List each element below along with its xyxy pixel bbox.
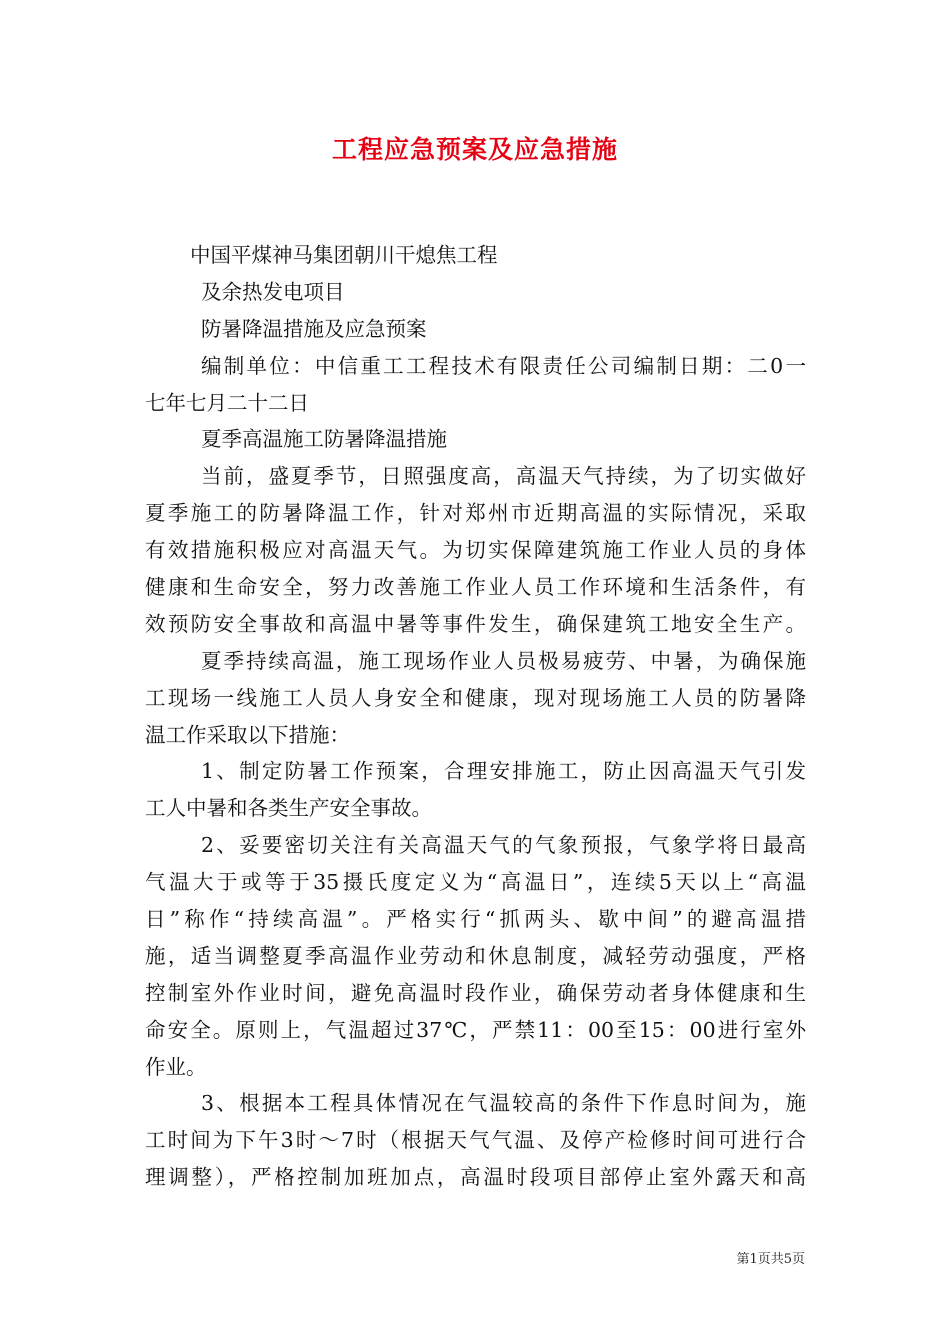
page-number: 第1页共5页 xyxy=(736,1252,805,1267)
text-line: 七年七月二十二日 xyxy=(145,390,309,415)
text-line: 有效措施积极应对高温天气。为切实保障建筑施工作业人员的身体 xyxy=(145,538,806,563)
text-line: 理调整），严格控制加班加点，高温时段项目部停止室外露天和高 xyxy=(145,1165,806,1190)
text-line: 效预防安全事故和高温中暑等事件发生，确保建筑工地安全生产。 xyxy=(145,611,806,636)
text-line: 及余热发电项目 xyxy=(201,279,345,304)
text-line: 健康和生命安全，努力改善施工作业人员工作环境和生活条件，有 xyxy=(145,575,806,600)
text-line: 命安全。原则上，气温超过37℃，严禁11：00至15：00进行室外 xyxy=(145,1017,806,1042)
text-line: 工时间为下午3时～7时（根据天气气温、及停产检修时间可进行合 xyxy=(145,1128,806,1153)
text-line: 编制单位：中信重工工程技术有限责任公司编制日期：二0一 xyxy=(201,353,806,378)
text-line: 施，适当调整夏季高温作业劳动和休息制度，减轻劳动强度，严格 xyxy=(145,943,806,968)
text-line: 温工作采取以下措施： xyxy=(145,722,350,747)
text-line: 防暑降温措施及应急预案 xyxy=(201,316,427,341)
text-line: 气温大于或等于35摄氏度定义为“高温日”，连续5天以上“高温 xyxy=(145,870,806,895)
text-line: 控制室外作业时间，避免高温时段作业，确保劳动者身体健康和生 xyxy=(145,980,806,1005)
text-line: 日”称作“持续高温”。严格实行“抓两头、歇中间”的避高温措 xyxy=(145,907,806,932)
text-line: 夏季持续高温，施工现场作业人员极易疲劳、中暑，为确保施 xyxy=(201,648,806,673)
document-body xyxy=(145,237,806,1196)
text-line: 2、妥要密切关注有关高温天气的气象预报，气象学将日最高 xyxy=(201,833,806,858)
text-line: 中国平煤神马集团朝川干熄焦工程 xyxy=(190,243,498,267)
text-line: 3、根据本工程具体情况在气温较高的条件下作息时间为，施 xyxy=(201,1091,806,1116)
text-line: 1、制定防暑工作预案，合理安排施工，防止因高温天气引发 xyxy=(201,759,806,784)
document-title: 工程应急预案及应急措施 xyxy=(331,135,618,164)
section-heading: 夏季高温施工防暑降温措施 xyxy=(201,427,447,452)
text-line: 夏季施工的防暑降温工作，针对郑州市近期高温的实际情况，采取 xyxy=(145,501,806,526)
text-line: 作业。 xyxy=(145,1054,207,1079)
text-line: 工人中暑和各类生产安全事故。 xyxy=(145,796,432,821)
text-line: 工现场一线施工人员人身安全和健康，现对现场施工人员的防暑降 xyxy=(145,685,806,710)
text-line: 当前，盛夏季节，日照强度高，高温天气持续，为了切实做好 xyxy=(201,464,806,489)
